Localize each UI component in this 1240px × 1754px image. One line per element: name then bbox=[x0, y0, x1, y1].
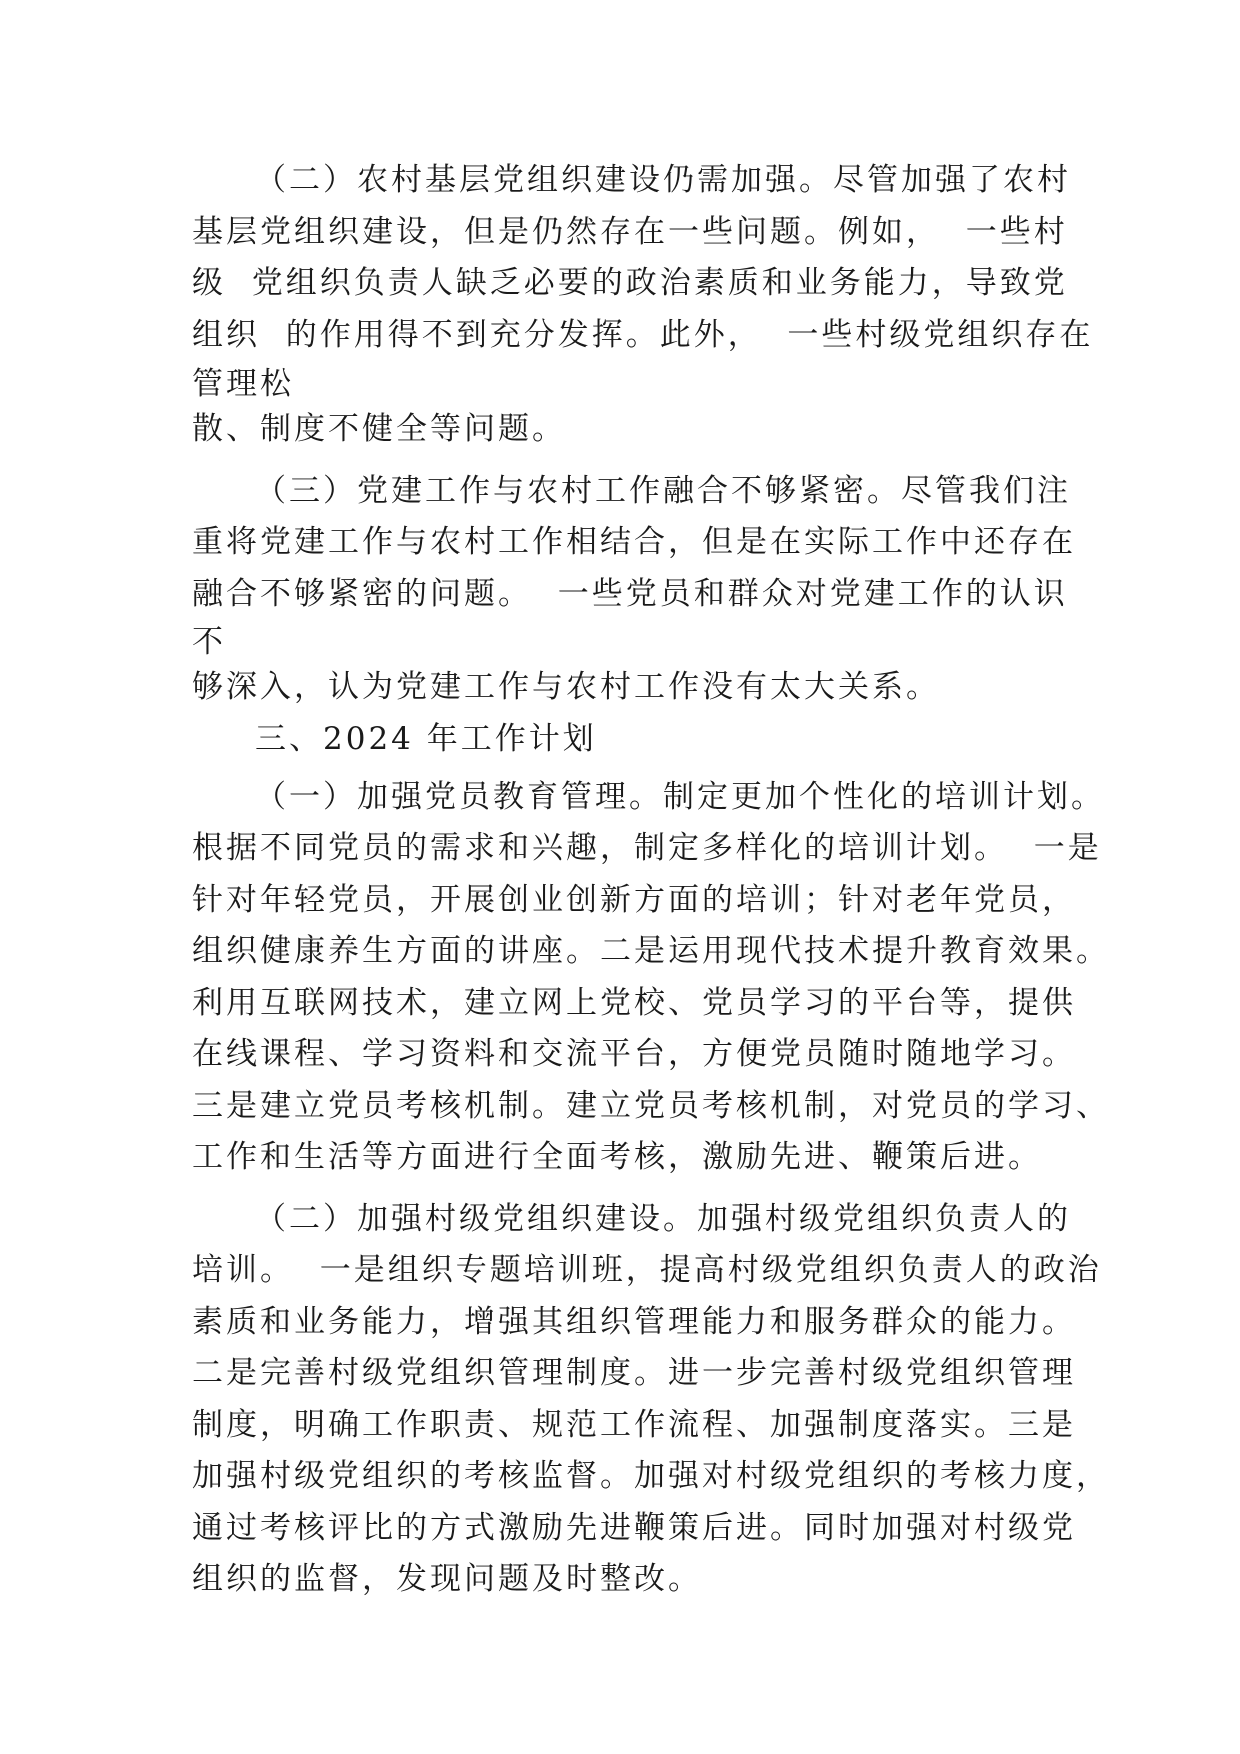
text-line: （二）农村基层党组织建设仍需加强。尽管加强了农村 bbox=[255, 162, 1071, 198]
text-line: 三是建立党员考核机制。建立党员考核机制，对党员的学习、 bbox=[192, 1088, 1110, 1124]
text-line: 根据不同党员的需求和兴趣，制定多样化的培训计划。 一是 bbox=[192, 830, 1102, 866]
text-line: 通过考核评比的方式激励先进鞭策后进。同时加强对村级党 bbox=[192, 1510, 1076, 1546]
text-line: 融合不够紧密的问题。 一些党员和群众对党建工作的认识 bbox=[192, 576, 1068, 612]
text-line: 加强村级党组织的考核监督。加强对村级党组织的考核力度， bbox=[192, 1458, 1110, 1494]
text-line: 管理松 bbox=[192, 366, 294, 402]
text-line: （一）加强党员教育管理。制定更加个性化的培训计划。 bbox=[255, 779, 1105, 815]
text-line: （二）加强村级党组织建设。加强村级党组织负责人的 bbox=[255, 1201, 1071, 1237]
text-line: 二是完善村级党组织管理制度。进一步完善村级党组织管理 bbox=[192, 1355, 1076, 1391]
text-line: 重将党建工作与农村工作相结合，但是在实际工作中还存在 bbox=[192, 524, 1076, 560]
text-line: 组织的监督，发现问题及时整改。 bbox=[192, 1561, 702, 1597]
text-line: 培训。 一是组织专题培训班，提高村级党组织负责人的政治 bbox=[192, 1252, 1102, 1288]
text-line: 组织健康养生方面的讲座。二是运用现代技术提升教育效果。 bbox=[192, 933, 1110, 969]
text-line: 素质和业务能力，增强其组织管理能力和服务群众的能力。 bbox=[192, 1304, 1076, 1340]
text-line: 基层党组织建设，但是仍然存在一些问题。例如， 一些村 bbox=[192, 214, 1068, 250]
section-heading: 三、2024 年工作计划 bbox=[255, 721, 597, 757]
text-line: 级 党组织负责人缺乏必要的政治素质和业务能力，导致党 bbox=[192, 265, 1068, 301]
text-line: 制度，明确工作职责、规范工作流程、加强制度落实。三是 bbox=[192, 1407, 1076, 1443]
text-line: 够深入，认为党建工作与农村工作没有太大关系。 bbox=[192, 669, 940, 705]
text-line: 组织 的作用得不到充分发挥。此外， 一些村级党组织存在 bbox=[192, 317, 1094, 353]
text-line: （三）党建工作与农村工作融合不够紧密。尽管我们注 bbox=[255, 473, 1071, 509]
text-line: 针对年轻党员，开展创业创新方面的培训；针对老年党员， bbox=[192, 882, 1076, 918]
text-line: 利用互联网技术，建立网上党校、党员学习的平台等，提供 bbox=[192, 985, 1076, 1021]
text-line: 在线课程、学习资料和交流平台，方便党员随时随地学习。 bbox=[192, 1036, 1076, 1072]
text-line: 散、制度不健全等问题。 bbox=[192, 411, 566, 447]
text-line: 不 bbox=[192, 624, 226, 660]
text-line: 工作和生活等方面进行全面考核，激励先进、鞭策后进。 bbox=[192, 1139, 1042, 1175]
